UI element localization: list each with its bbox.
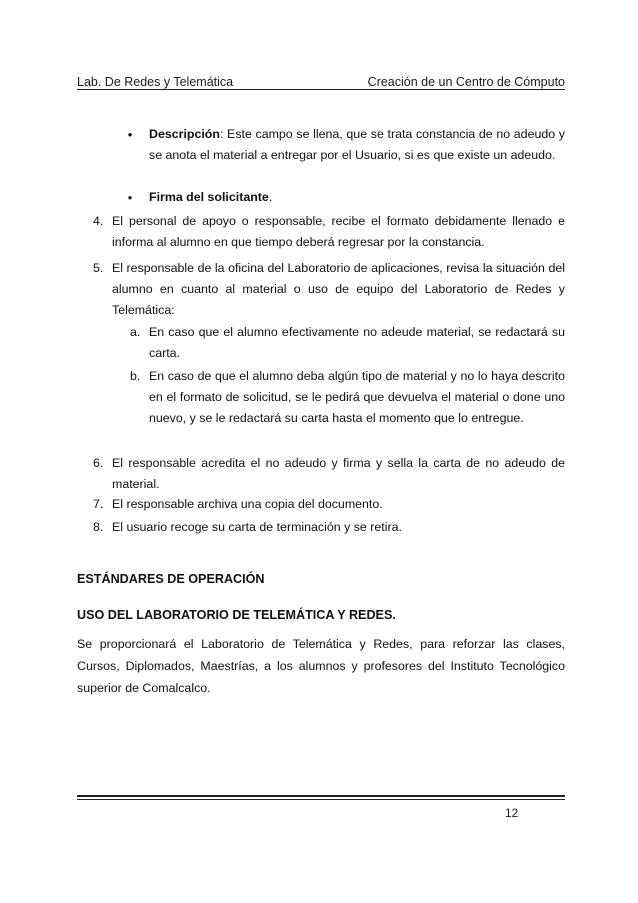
bullet-item-descripcion	[149, 124, 565, 166]
bullet-text: : Este campo se llena, que se trata constancia de no adeudo y se anota el material a entregar por el Usuario, si es que existe un adeudo.	[149, 127, 565, 162]
step-number: 7.	[93, 497, 104, 511]
bullet-term: Firma del solicitante	[149, 190, 269, 204]
bullet-item-firma	[149, 187, 565, 208]
header-document-title: Creación de un Centro de Cómputo	[367, 75, 565, 89]
substep-letter: b.	[130, 369, 141, 383]
substep-letter: a.	[130, 325, 141, 339]
footer-rule-thin	[77, 799, 565, 800]
page-header	[77, 71, 565, 90]
section-heading-lab-use: USO DEL LABORATORIO DE TELEMÁTICA Y REDES.	[77, 608, 396, 622]
bullet-icon: •	[127, 127, 133, 142]
step-number: 4.	[93, 214, 104, 228]
step-number: 8.	[93, 520, 104, 534]
step-text: El responsable archiva una copia del documento.	[112, 497, 383, 511]
section-heading-standards: ESTÁNDARES DE OPERACIÓN	[77, 572, 265, 586]
bullet-icon: •	[127, 190, 133, 205]
step-text: El usuario recoge su carta de terminación y se retira.	[112, 520, 402, 534]
bullet-text: .	[268, 190, 273, 204]
header-lab-title: Lab. De Redes y Telemática	[77, 75, 234, 89]
step-number: 5.	[93, 261, 104, 275]
step-text: El responsable de la oficina del Laboratorio de aplicaciones, revisa la situación del alumno en cuanto al material o uso de equipo del Laboratorio de Redes y Telemática:	[112, 261, 565, 317]
step-text: El personal de apoyo o responsable, recibe el formato debidamente llenado e informa al alumno en que tiempo deberá regresar por la constancia.	[112, 214, 565, 249]
bullet-term: Descripción	[149, 127, 220, 141]
substep-text: En caso de que el alumno deba algún tipo de material y no lo haya descrito en el formato de solicitud, se le pedirá que devuelva el material o done uno nuevo, y se le redactará su carta hasta el momento que lo entregue.	[149, 369, 565, 425]
footer-rule	[77, 795, 565, 797]
intro-paragraph: Se proporcionará el Laboratorio de Telemática y Redes, para reforzar las clases, Cursos, Diplomados, Maestrías, a los alumnos y profesores del Instituto Tecnológico superior de Comalcalco.	[77, 637, 565, 695]
substep-text: En caso que el alumno efectivamente no adeude material, se redactará su carta.	[149, 325, 565, 360]
step-number: 6.	[93, 456, 104, 470]
page-number: 12	[505, 806, 519, 820]
step-text: El responsable acredita el no adeudo y firma y sella la carta de no adeudo de material.	[112, 456, 565, 491]
